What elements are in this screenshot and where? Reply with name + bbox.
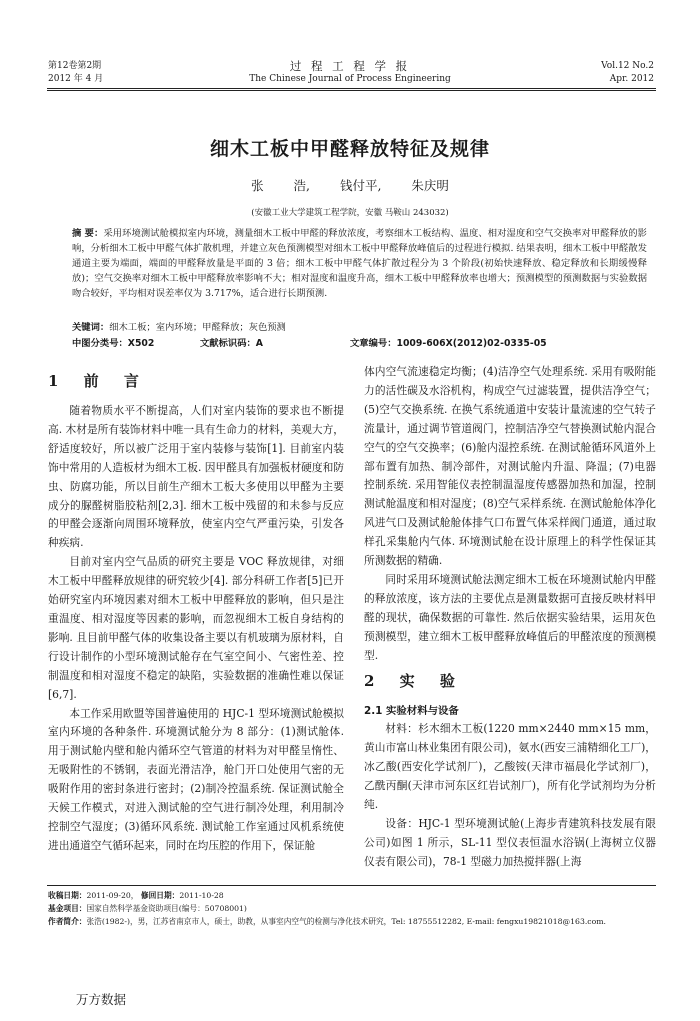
author-affiliation: (安徽工业大学建筑工程学院，安徽 马鞍山 243032)	[251, 208, 449, 218]
watermark: 万方数据	[76, 992, 127, 1007]
document-code: 文献标识码：A	[200, 338, 263, 349]
abstract-text: 采用环境测试舱模拟室内环境，测量细木工板中甲醛的释放浓度，考察细木工板结构、温度、相对湿度和空气交换率对甲醛释放的影响，分析细木工板中甲醛气体扩散机理，并建立灰色预测模型对细木工板中甲醛释放峰值后的过程进行模拟. 结果表明，细木工板中甲醛散发通道主要为端面，端面的甲醛释放量是平面的 3 倍；细木工板中甲醛气体扩散过程分为 3 个阶段(初始快速释放、稳定释放和长期缓慢释放)；空气交换率对细木工板中甲醛释放率影响不大；相对湿度和温度升高，细木工板中甲醛释放率也增大；预测模型的预测数据与实验数据吻合较好，平均相对误差率仅为 3.717%，适合进行长期预测.	[72, 228, 647, 300]
header-center	[200, 60, 500, 86]
right-column	[364, 363, 656, 872]
journal-name-cn: 过 程 工 程 学 报	[289, 59, 411, 73]
footnote-fund	[48, 903, 658, 915]
article-number: 文章编号：1009-606X(2012)02-0335-05	[350, 338, 547, 349]
footnote-dates	[48, 890, 658, 902]
clc-number: 中图分类号：X502	[72, 338, 155, 349]
left-column	[48, 366, 344, 856]
header-date-cn: 2012 年 4 月	[48, 74, 104, 84]
revised-label: 修回日期：	[140, 891, 180, 900]
keywords	[72, 319, 647, 333]
revised-date: 2011-10-28	[179, 891, 224, 900]
author-bio-label: 作者简介：	[48, 917, 87, 926]
paragraph: 同时采用环境测试舱法测定细木工板在环境测试舱内甲醛的释放浓度，该方法的主要优点是测量数据可直接反映材料甲醛的现状，确保数据的可靠性. 然后依据实验结果，运用灰色预测模型，建立细木工板甲醛释放峰值后的甲醛浓度的预测模型.	[364, 572, 656, 662]
header-rule	[47, 88, 656, 89]
footnote-author	[48, 916, 658, 928]
abstract	[72, 226, 647, 301]
section-2-heading: 2 实 验	[364, 671, 465, 690]
header-rule-thin	[47, 90, 656, 91]
fund-text: 国家自然科学基金资助项目(编号：50708001)	[86, 904, 247, 913]
author-bio-text: 张浩(1982-)，男，江苏省南京市人，硕士，助教，从事室内空气的检测与净化技术研究，Tel: 18755512282, E-mail: fengxu19821018@163.com.	[86, 917, 606, 926]
header-vol-issue-cn: 第12卷第2期	[48, 61, 102, 71]
paragraph: 设备：HJC-1 型环境测试舱(上海步青建筑科技发展有限公司)如图 1 所示，SL-11 型仪表恒温水浴锅(上海树立仪器仪表有限公司)，78-1 型磁力加热搅拌器(上海	[364, 816, 656, 868]
section-1-heading: 1 前 言	[48, 372, 149, 390]
article-authors: 张 浩, 钱付平, 朱庆明	[251, 178, 449, 193]
classification-line	[72, 335, 647, 349]
header-right	[601, 60, 654, 86]
section-2-1-heading: 2.1 实验材料与设备	[364, 704, 459, 717]
header-left	[48, 60, 103, 86]
abstract-label: 摘 要：	[72, 228, 104, 239]
article-title: 细木工板中甲醛释放特征及规律	[209, 138, 490, 160]
paragraph: 体内空气流速稳定均衡；(4)洁净空气处理系统. 采用有吸附能力的活性碳及水浴机构，构成空气过滤装置，提供洁净空气；(5)空气交换系统. 在换气系统通道中安装计量流速的空气转子流量计，通过调节管道阀门，控制洁净空气替换测试舱内混合空气的空气交换率；(6)舱内湿控系统. 在测试舱循环风道外上部布置有加热、制冷部件，对测试舱内升温、降温；(7)电器控制系统. 采用智能仪表控制温湿度传感器加热和加湿，控制测试舱温度和相对湿度；(8)空气采样系统. 在测试舱舱体净化风进气口及测试舱舱体排气口布置气体采样阀门通道，通过取样孔采集舱内气体. 环境测试舱在设计原理上的科学性保证其所测数据的精确.	[364, 365, 656, 568]
keywords-text: 细木工板；室内环境；甲醛释放；灰色预测	[109, 322, 286, 333]
keywords-label: 关键词：	[72, 322, 110, 333]
paragraph: 目前对室内空气品质的研究主要是 VOC 释放规律，对细木工板中甲醛释放规律的研究较少[4]. 部分科研工作者[5]已开始研究室内环境因素对细木工板中甲醛释放的影响，但只是注重温度、相对湿度等因素的影响，而忽视细木工板自身结构的影响. 且目前甲醛气体的收集设备主要以有机玻璃为原材料，自行设计制作的小型环境测试舱存在气室空间小、气密性差、控制温度和相对湿度不稳定的缺陷，实验数据的准确性难以保证[6,7].	[48, 555, 344, 701]
received-date: 2011-09-20，	[86, 891, 139, 900]
journal-name-en: The Chinese Journal of Process Engineering	[249, 74, 451, 84]
received-label: 收稿日期：	[48, 891, 87, 900]
fund-label: 基金项目：	[48, 904, 87, 913]
footnote-rule	[47, 885, 656, 886]
header-date-en: Apr. 2012	[609, 74, 654, 84]
paragraph: 本工作采用欧盟等国普遍使用的 HJC-1 型环境测试舱模拟室内环境的各种条件. 环境测试舱分为 8 部分：(1)测试舱体. 用于测试舱内壁和舱内循环空气管道的材料为对甲醛呈惰性、无吸附性的不锈钢，表面光滑洁净，舱门开口处使用气密的无吸附作用的密封条进行密封；(2)制冷控温系统. 保证测试舱全天候工作模式，对进入测试舱的空气进行制冷处理，利用制冷控制空气湿度；(3)循环风系统. 测试舱工作室通过风机系统使进出通道空气循环起来，同时在均压腔的作用下，保证舱	[48, 706, 344, 852]
paragraph: 材料：杉木细木工板(1220 mm×2440 mm×15 mm，黄山市富山林业集团有限公司)，氨水(西安三浦精细化工厂)，冰乙酸(西安化学试剂厂)，乙酸铵(天津市福晨化学试剂厂)，乙酰丙酮(天津市河东区红岩试剂厂)，所有化学试剂均为分析纯.	[364, 722, 656, 812]
header-vol-issue-en: Vol.12 No.2	[601, 61, 654, 71]
paragraph: 随着物质水平不断提高，人们对室内装饰的要求也不断提高. 木材是所有装饰材料中唯一具有生命力的材料，美观大方，舒适度较好，所以被广泛用于室内装修与装饰[1]. 目前室内装饰中常用的人造板材为细木工板. 因甲醛具有加强板材硬度和防虫、防腐功能，所以目前生产细木工板大多使用以甲醛为主要成分的脲醛树脂胶粘剂[2,3]. 细木工板中残留的和未参与反应的甲醛会逐渐向周围环境释放，使室内空气严重污染，引发各种疾病.	[48, 404, 344, 550]
